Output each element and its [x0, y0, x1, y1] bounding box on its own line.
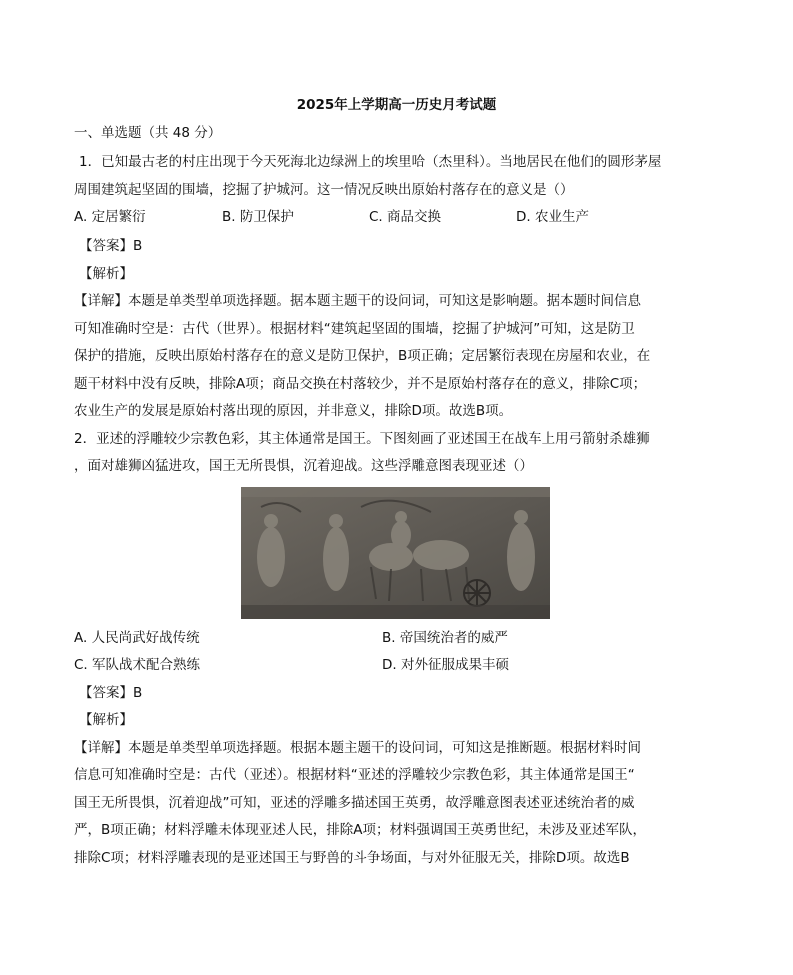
q1-answer: 【答案】B	[79, 238, 143, 254]
q2-option-b: B. 帝国统治者的威严	[382, 630, 508, 646]
q1-detail-line-4: 题干材料中没有反映，排除A项；商品交换在村落较少，并不是原始村落存在的意义，排除C项；	[74, 376, 647, 392]
q1-detail-line-5: 农业生产的发展是原始村落出现的原因，并非意义，排除D项。故选B项。	[74, 403, 513, 419]
q2-detail-line-3: 国王无所畏惧，沉着迎战”可知，亚述的浮雕多描述国王英勇，故浮雕意图表述亚述统治者的威	[74, 795, 635, 811]
assyrian-relief-image	[241, 487, 550, 619]
q1-stem-line-2: 周围建筑起坚固的围墙，挖掘了护城河。这一情况反映出原始村落存在的意义是（）	[74, 182, 574, 198]
q1-option-c: C. 商品交换	[369, 209, 442, 225]
q2-stem-line-1: 2．亚述的浮雕较少宗教色彩，其主体通常是国王。下图刻画了亚述国王在战车上用弓箭射杀雄狮	[74, 431, 650, 447]
q1-detail-line-1: 【详解】本题是单类型单项选择题。据本题主题干的设问词，可知这是影响题。据本题时间信息	[74, 293, 641, 309]
q2-stem-line-2: ，面对雄狮凶猛进攻，国王无所畏惧，沉着迎战。这些浮雕意图表现亚述（）	[74, 458, 533, 474]
q2-answer: 【答案】B	[79, 685, 143, 701]
q2-detail-line-5: 排除C项；材料浮雕表现的是亚述国王与野兽的斗争场面，与对外征服无关，排除D项。故选B	[74, 850, 630, 866]
section-heading: 一、单选题（共 48 分）	[74, 125, 222, 141]
q2-option-a: A. 人民尚武好战传统	[74, 630, 200, 646]
q1-detail-line-2: 可知准确时空是：古代（世界）。根据材料“建筑起坚固的围墙，挖掘了护城河”可知，这是防卫	[74, 321, 635, 337]
q2-analysis-label: 【解析】	[79, 712, 133, 728]
q1-analysis-label: 【解析】	[79, 266, 133, 282]
q2-detail-line-2: 信息可知准确时空是：古代（亚述）。根据材料“亚述的浮雕较少宗教色彩，其主体通常是国王“	[74, 767, 635, 783]
q1-option-a: A. 定居繁衍	[74, 209, 146, 225]
q2-option-c: C. 军队战术配合熟练	[74, 657, 201, 673]
q1-option-b: B. 防卫保护	[222, 209, 294, 225]
q2-detail-line-1: 【详解】本题是单类型单项选择题。根据本题主题干的设问词，可知这是推断题。根据材料时间	[74, 740, 641, 756]
q1-stem-line-1: 1．已知最古老的村庄出现于今天死海北边绿洲上的埃里哈（杰里科）。当地居民在他们的圆形茅屋	[79, 154, 662, 170]
page-title: 2025年上学期高一历史月考试题	[296, 97, 497, 113]
q1-option-d: D. 农业生产	[516, 209, 589, 225]
q1-detail-line-3: 保护的措施，反映出原始村落存在的意义是防卫保护，B项正确；定居繁衍表现在房屋和农业，在	[74, 348, 651, 364]
q2-option-d: D. 对外征服成果丰硕	[382, 657, 509, 673]
q2-detail-line-4: 严，B项正确；材料浮雕未体现亚述人民，排除A项；材料强调国王英勇世纪，未涉及亚述军队，	[74, 822, 646, 838]
